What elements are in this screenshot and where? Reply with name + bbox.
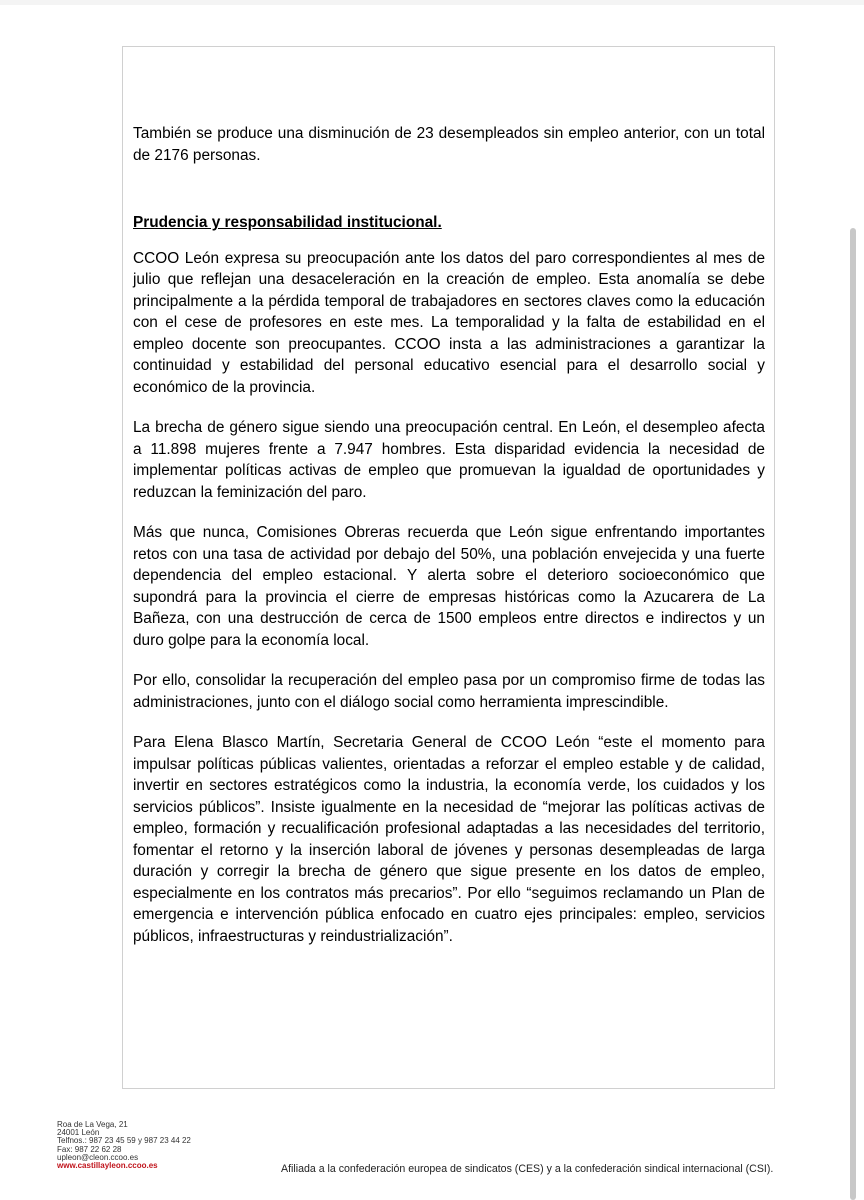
footer-affiliation: Afiliada a la confederación europea de sindicatos (CES) y a la confederación sindical internacional (CSI). xyxy=(281,1163,774,1175)
address-email[interactable]: upleon@cleon.ccoo.es xyxy=(57,1152,139,1162)
footer-address xyxy=(57,1121,191,1170)
address-fax: Fax: 987 22 62 28 xyxy=(57,1144,122,1154)
document-body xyxy=(133,123,765,966)
address-city: 24001 León xyxy=(57,1128,100,1138)
paragraph-quote: Para Elena Blasco Martín, Secretaria General de CCOO León “este el momento para impulsar políticas públicas valientes, orientadas a reforzar el empleo estable y de calidad, invertir en sectores estratégicos como la industria, la economía verde, los cuidados y los servicios públicos”. Insiste igualmente en la necesidad de “mejorar las políticas activas de empleo, formación y recualificación profesional adaptadas a las necesidades del territorio, fomentar el retorno y la inserción laboral de jóvenes y personas desempleadas de larga duración y corregir la brecha de género que sigue presente en los datos de empleo, especialmente en los contratos más precarios”. Por ello “seguimos reclamando un Plan de emergencia e intervención pública enfocado en cuatro ejes principales: empleo, servicios públicos, infraestructuras y reindustrialización”. xyxy=(133,734,765,945)
paragraph-challenges: Más que nunca, Comisiones Obreras recuerda que León sigue enfrentando importantes retos con una tasa de actividad por debajo del 50%, una población envejecida y una fuerte dependencia del empleo estacional. Y alerta sobre el deterioro socioeconómico que supondrá para la provincia el cierre de empresas históricas como la Azucarera de La Bañeza, con una destrucción de cerca de 1500 empleos entre directos e indirectos y un duro golpe para la economía local. xyxy=(133,524,765,649)
paragraph-gender-gap: La brecha de género sigue siendo una preocupación central. En León, el desempleo afecta a 11.898 mujeres frente a 7.947 hombres. Esta disparidad evidencia la necesidad de implementar políticas activas de empleo que promuevan la igualdad de oportunidades y reduzcan la feminización del paro. xyxy=(133,419,765,501)
address-street: Roa de La Vega, 21 xyxy=(57,1120,128,1129)
intro-paragraph: También se produce una disminución de 23 desempleados sin empleo anterior, con un total de 2176 personas. xyxy=(133,125,765,164)
section-heading: Prudencia y responsabilidad institucional. xyxy=(133,214,442,231)
scrollbar[interactable] xyxy=(850,228,856,1200)
paragraph-consolidation: Por ello, consolidar la recuperación del empleo pasa por un compromiso firme de todas las administraciones, junto con el diálogo social como herramienta imprescindible. xyxy=(133,672,765,711)
address-phones: Telfnos.: 987 23 45 59 y 987 23 44 22 xyxy=(57,1136,191,1146)
top-bar xyxy=(0,0,864,5)
website-link[interactable]: www.castillayleon.ccoo.es xyxy=(57,1161,158,1171)
paragraph-concern: CCOO León expresa su preocupación ante los datos del paro correspondientes al mes de julio que reflejan una desaceleración en la creación de empleo. Esta anomalía se debe principalmente a la pérdida temporal de trabajadores en sectores claves como la educación con el cese de profesores en este mes. La temporalidad y la falta de estabilidad en el empleo docente son preocupantes. CCOO insta a las administraciones a garantizar la continuidad y estabilidad del personal educativo esencial para el desarrollo social y económico de la provincia. xyxy=(133,249,765,396)
